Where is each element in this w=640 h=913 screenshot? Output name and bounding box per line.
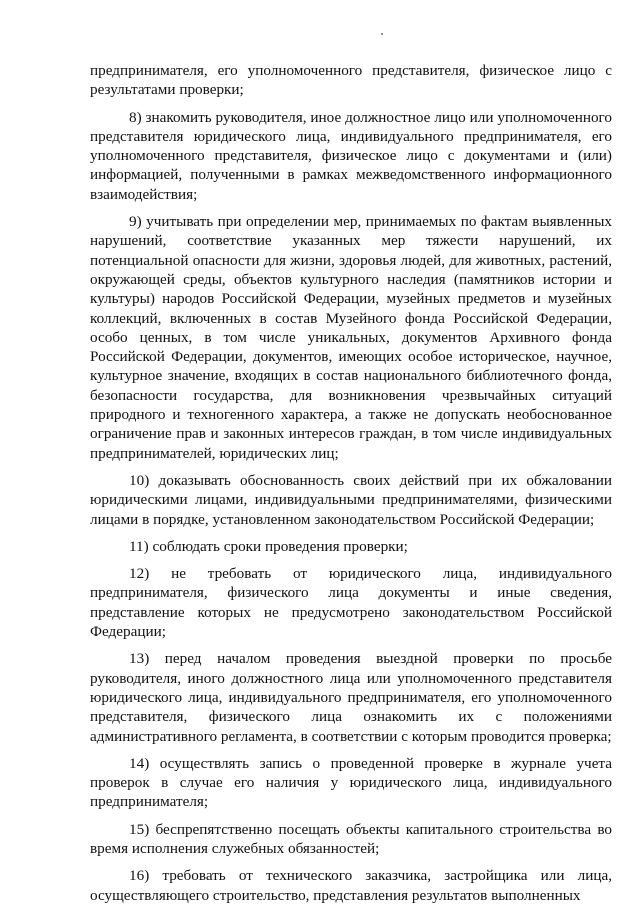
paragraph-item-12: 12) не требовать от юридического лица, индивидуального предпринимателя, физического лица документы и иные сведения, представление которых не предусмотрено законодательством Российской Федерации; xyxy=(90,565,612,641)
paragraph-item-15: 15) беспрепятственно посещать объекты капитального строительства во время исполнения служебных обязанностей; xyxy=(90,820,612,857)
document-body xyxy=(90,61,612,913)
scan-artifact-dot xyxy=(381,33,383,35)
paragraph-item-14: 14) осуществлять запись о проведенной проверке в журнале учета проверок в случае его наличия у юридического лица, индивидуального предпринимателя; xyxy=(90,754,612,811)
paragraph-item-9: 9) учитывать при определении мер, принимаемых по фактам выявленных нарушений, соответствие указанных мер тяжести нарушений, их потенциальной опасности для жизни, здоровья людей, для животных, растений, окружающей среды, объектов культурного наследия (памятников истории и культуры) народов Российской Федерации, музейных предметов и музейных коллекций, включенных в состав Музейного фонда Российской Федерации, особо ценных, в том числе уникальных, документов Архивного фонда Российской Федерации, документов, имеющих особое историческое, научное, культурное значение, входящих в состав национального библиотечного фонда, безопасности государства, для возникновения чрезвычайных ситуаций природного и техногенного характера, а также не допускать необоснованное ограничение прав и законных интересов граждан, в том числе индивидуальных предпринимателей, юридических лиц; xyxy=(90,213,612,462)
paragraph-item-13: 13) перед началом проведения выездной проверки по просьбе руководителя, иного должностного лица или уполномоченного представителя юридического лица, индивидуального предпринимателя, его уполномоченного представителя, физического лица ознакомить их с положениями административного регламента, в соответствии с которым проводится проверка; xyxy=(90,650,612,745)
paragraph-item-8: 8) знакомить руководителя, иное должностное лицо или уполномоченного представителя юридического лица, индивидуального предпринимателя, его уполномоченного представителя, физическое лицо с документами и (или) информацией, полученными в рамках межведомственного информационного взаимодействия; xyxy=(90,108,612,203)
paragraph-continuation: предпринимателя, его уполномоченного представителя, физическое лицо с результатами проверки; xyxy=(90,62,612,99)
paragraph-item-10: 10) доказывать обоснованность своих действий при их обжаловании юридическими лицами, индивидуальными предпринимателями, физическими лицами в порядке, установленном законодательством Российской Федерации; xyxy=(90,471,612,528)
paragraph-item-11: 11) соблюдать сроки проведения проверки; xyxy=(129,537,408,555)
paragraph-item-16: 16) требовать от технического заказчика, застройщика или лица, осуществляющего строительство, представления результатов выполненных xyxy=(90,867,612,904)
